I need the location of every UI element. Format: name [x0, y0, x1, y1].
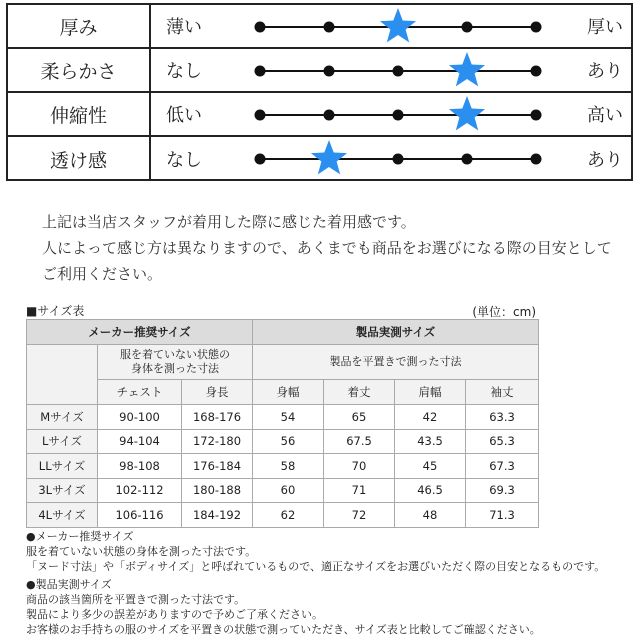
blank-corner	[27, 345, 98, 405]
table-cell: 46.5	[395, 478, 466, 503]
feel-label: 透け感	[8, 137, 151, 181]
feel-right-text: 厚い	[587, 17, 623, 38]
table-cell: 106-116	[98, 503, 182, 528]
table-cell: 54	[253, 405, 324, 430]
feel-left-text: なし	[166, 61, 202, 82]
feel-right-text: 高い	[587, 105, 623, 126]
table-row	[27, 429, 539, 454]
col-header: 肩幅	[395, 380, 466, 405]
feel-scale	[238, 5, 558, 49]
product-subheader: 製品を平置きで測った寸法	[253, 345, 539, 380]
table-cell: 184-192	[182, 503, 253, 528]
table-cell: 63.3	[466, 405, 539, 430]
table-cell: 168-176	[182, 405, 253, 430]
feel-scale-dot	[255, 110, 266, 121]
feel-scale-dot	[531, 110, 542, 121]
table-cell: 102-112	[98, 478, 182, 503]
table-cell: 90-100	[98, 405, 182, 430]
footnote-6: 製品により多少の誤差がありますので予めご了承ください。	[26, 608, 323, 621]
table-cell: 72	[324, 503, 395, 528]
size-label: 3Lサイズ	[27, 478, 98, 503]
table-cell: 43.5	[395, 429, 466, 454]
table-cell: 58	[253, 454, 324, 479]
footnote-4: ●製品実測サイズ	[26, 578, 112, 591]
feel-left-text: なし	[166, 150, 202, 171]
feel-row	[8, 93, 631, 137]
table-cell: 176-184	[182, 454, 253, 479]
feel-left-text: 薄い	[166, 17, 202, 38]
table-cell: 70	[324, 454, 395, 479]
feel-scale-dot	[324, 66, 335, 77]
table-cell: 98-108	[98, 454, 182, 479]
feel-left-text: 低い	[166, 105, 202, 126]
size-table-title: ■サイズ表	[26, 304, 85, 318]
table-cell: 48	[395, 503, 466, 528]
feel-scale-dot	[324, 110, 335, 121]
feel-label: 厚み	[8, 5, 151, 47]
note-line-1: 上記は当店スタッフが着用した際に感じた着用感です。	[42, 213, 416, 231]
col-header: 着丈	[324, 380, 395, 405]
table-cell: 65	[324, 405, 395, 430]
feel-scale-dot	[462, 154, 473, 165]
feel-scale-dot	[531, 66, 542, 77]
note-line-2: 人によって感じ方は異なりますので、あくまでも商品をお選びになる際の目安として	[42, 239, 612, 257]
footnote-2: 服を着ていない状態の身体を測った寸法です。	[26, 545, 257, 558]
feel-label: 伸縮性	[8, 93, 151, 135]
table-row	[27, 454, 539, 479]
feel-star-marker	[380, 8, 416, 42]
feel-label: 柔らかさ	[8, 49, 151, 91]
col-header: 袖丈	[466, 380, 539, 405]
table-cell: 60	[253, 478, 324, 503]
maker-header: メーカー推奨サイズ	[27, 320, 253, 345]
feel-row	[8, 5, 631, 49]
footnote-7: お客様のお手持ちの服のサイズを平置きの状態で測っていただき、サイズ表と比較してご確認ください。	[26, 623, 541, 636]
size-label: Mサイズ	[27, 405, 98, 430]
feel-scale-dot	[393, 66, 404, 77]
table-cell: 67.3	[466, 454, 539, 479]
table-cell: 42	[395, 405, 466, 430]
table-cell: 71	[324, 478, 395, 503]
footnote-1: ●メーカー推奨サイズ	[26, 530, 134, 543]
feel-scale	[238, 49, 558, 93]
feel-scale-dot	[324, 22, 335, 33]
table-cell: 56	[253, 429, 324, 454]
feel-scale-dot	[255, 66, 266, 77]
maker-sub-line2: 身体を測った寸法	[131, 362, 219, 375]
table-cell: 67.5	[324, 429, 395, 454]
table-cell: 65.3	[466, 429, 539, 454]
maker-sub-line1: 服を着ていない状態の	[120, 348, 230, 361]
table-cell: 69.3	[466, 478, 539, 503]
feel-scale	[238, 93, 558, 137]
table-cell: 180-188	[182, 478, 253, 503]
product-header: 製品実測サイズ	[253, 320, 539, 345]
table-cell: 45	[395, 454, 466, 479]
table-row	[27, 503, 539, 528]
col-header: 身幅	[253, 380, 324, 405]
table-cell: 172-180	[182, 429, 253, 454]
feel-scale	[238, 137, 558, 181]
size-table-unit: (単位：cm)	[472, 305, 536, 319]
feel-row	[8, 137, 631, 181]
col-header: チェスト	[98, 380, 182, 405]
feel-star-marker	[311, 140, 347, 174]
feel-scale-dot	[393, 110, 404, 121]
feel-star-marker	[449, 96, 485, 130]
table-row	[27, 405, 539, 430]
size-table	[26, 319, 539, 528]
feel-scale-dot	[255, 22, 266, 33]
feel-scale-dot	[531, 22, 542, 33]
size-label: LLサイズ	[27, 454, 98, 479]
table-cell: 94-104	[98, 429, 182, 454]
feel-scale-dot	[255, 154, 266, 165]
feel-scale-dot	[462, 22, 473, 33]
footnote-5: 商品の該当箇所を平置きで測った寸法です。	[26, 593, 246, 606]
feel-right-text: あり	[587, 150, 623, 171]
footnote-3: 「ヌード寸法」や「ボディサイズ」と呼ばれているもので、適正なサイズをお選びいただく際の目安となるものです。	[26, 560, 606, 573]
feel-scale-dot	[531, 154, 542, 165]
size-label: 4Lサイズ	[27, 503, 98, 528]
feel-star-marker	[449, 52, 485, 86]
table-row	[27, 478, 539, 503]
feel-table	[6, 3, 633, 181]
feel-scale-dot	[393, 154, 404, 165]
feel-right-text: あり	[587, 61, 623, 82]
table-cell: 62	[253, 503, 324, 528]
table-cell: 71.3	[466, 503, 539, 528]
feel-row	[8, 49, 631, 93]
col-header: 身長	[182, 380, 253, 405]
note-line-3: ご利用ください。	[42, 265, 163, 283]
size-label: Lサイズ	[27, 429, 98, 454]
maker-subheader	[98, 345, 253, 380]
